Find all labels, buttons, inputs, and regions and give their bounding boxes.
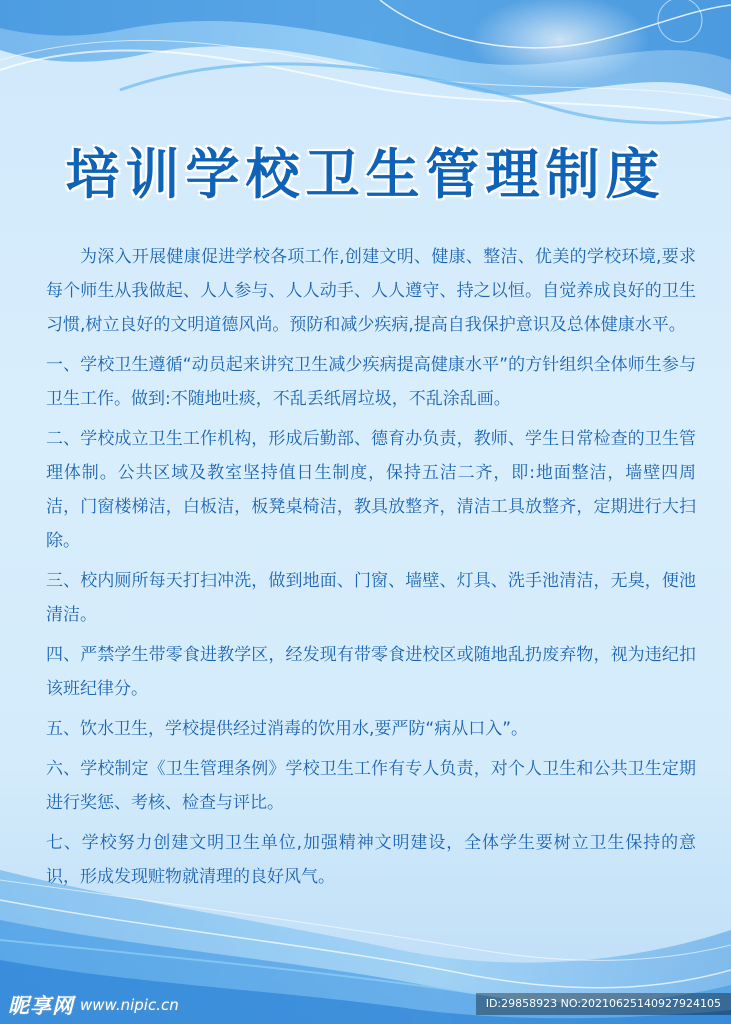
rule-item-4: 四、严禁学生带零食进教学区，经发现有带零食进校区或随地乱扔废弃物，视为违纪扣该班纪律分。 (46, 645, 696, 699)
rule-item-7: 七、学校努力创建文明卫生单位,加强精神文明建设，全体学生要树立卫生保持的意识，形成发现赃物就清理的良好风气。 (46, 833, 696, 887)
watermark-id: ID:29858923 NO:20210625140927924105 (476, 993, 731, 1015)
document-body (46, 240, 696, 900)
watermark-brand: 昵享网 (8, 994, 74, 1018)
rule-item-6: 六、学校制定《卫生管理条例》学校卫生工作有专人负责，对个人卫生和公共卫生定期进行奖惩、考核、检查与评比。 (46, 759, 696, 813)
watermark-logo (8, 990, 179, 1020)
rule-item-1: 一、学校卫生遵循“动员起来讲究卫生减少疾病提高健康水平”的方针组织全体师生参与卫生工作。做到:不随地吐痰，不乱丢纸屑垃圾，不乱涂乱画。 (46, 355, 696, 409)
intro-paragraph: 为深入开展健康促进学校各项工作,创建文明、健康、整洁、优美的学校环境,要求每个师生从我做起、人人参与、人人动手、人人遵守、持之以恒。自觉养成良好的卫生习惯,树立良好的文明道德风尚。预防和减少疾病,提高自我保护意识及总体健康水平。 (46, 247, 696, 335)
watermark-url: www.nipic.cn (80, 996, 179, 1014)
rule-item-3: 三、校内厕所每天打扫冲洗，做到地面、门窗、墙壁、灯具、洗手池清洁，无臭，便池清洁。 (46, 571, 696, 625)
rule-item-2: 二、学校成立卫生工作机构，形成后勤部、德育办负责，教师、学生日常检查的卫生管理体制。公共区域及教室坚持值日生制度，保持五洁二齐，即:地面整洁，墙壁四周洁，门窗楼梯洁，白板洁，板凳桌椅洁，教具放整齐，清洁工具放整齐，定期进行大扫除。 (46, 429, 696, 551)
page-title: 培训学校卫生管理制度 (65, 143, 666, 206)
rule-item-5: 五、饮水卫生，学校提供经过消毒的饮用水,要严防“病从口入”。 (46, 719, 529, 739)
